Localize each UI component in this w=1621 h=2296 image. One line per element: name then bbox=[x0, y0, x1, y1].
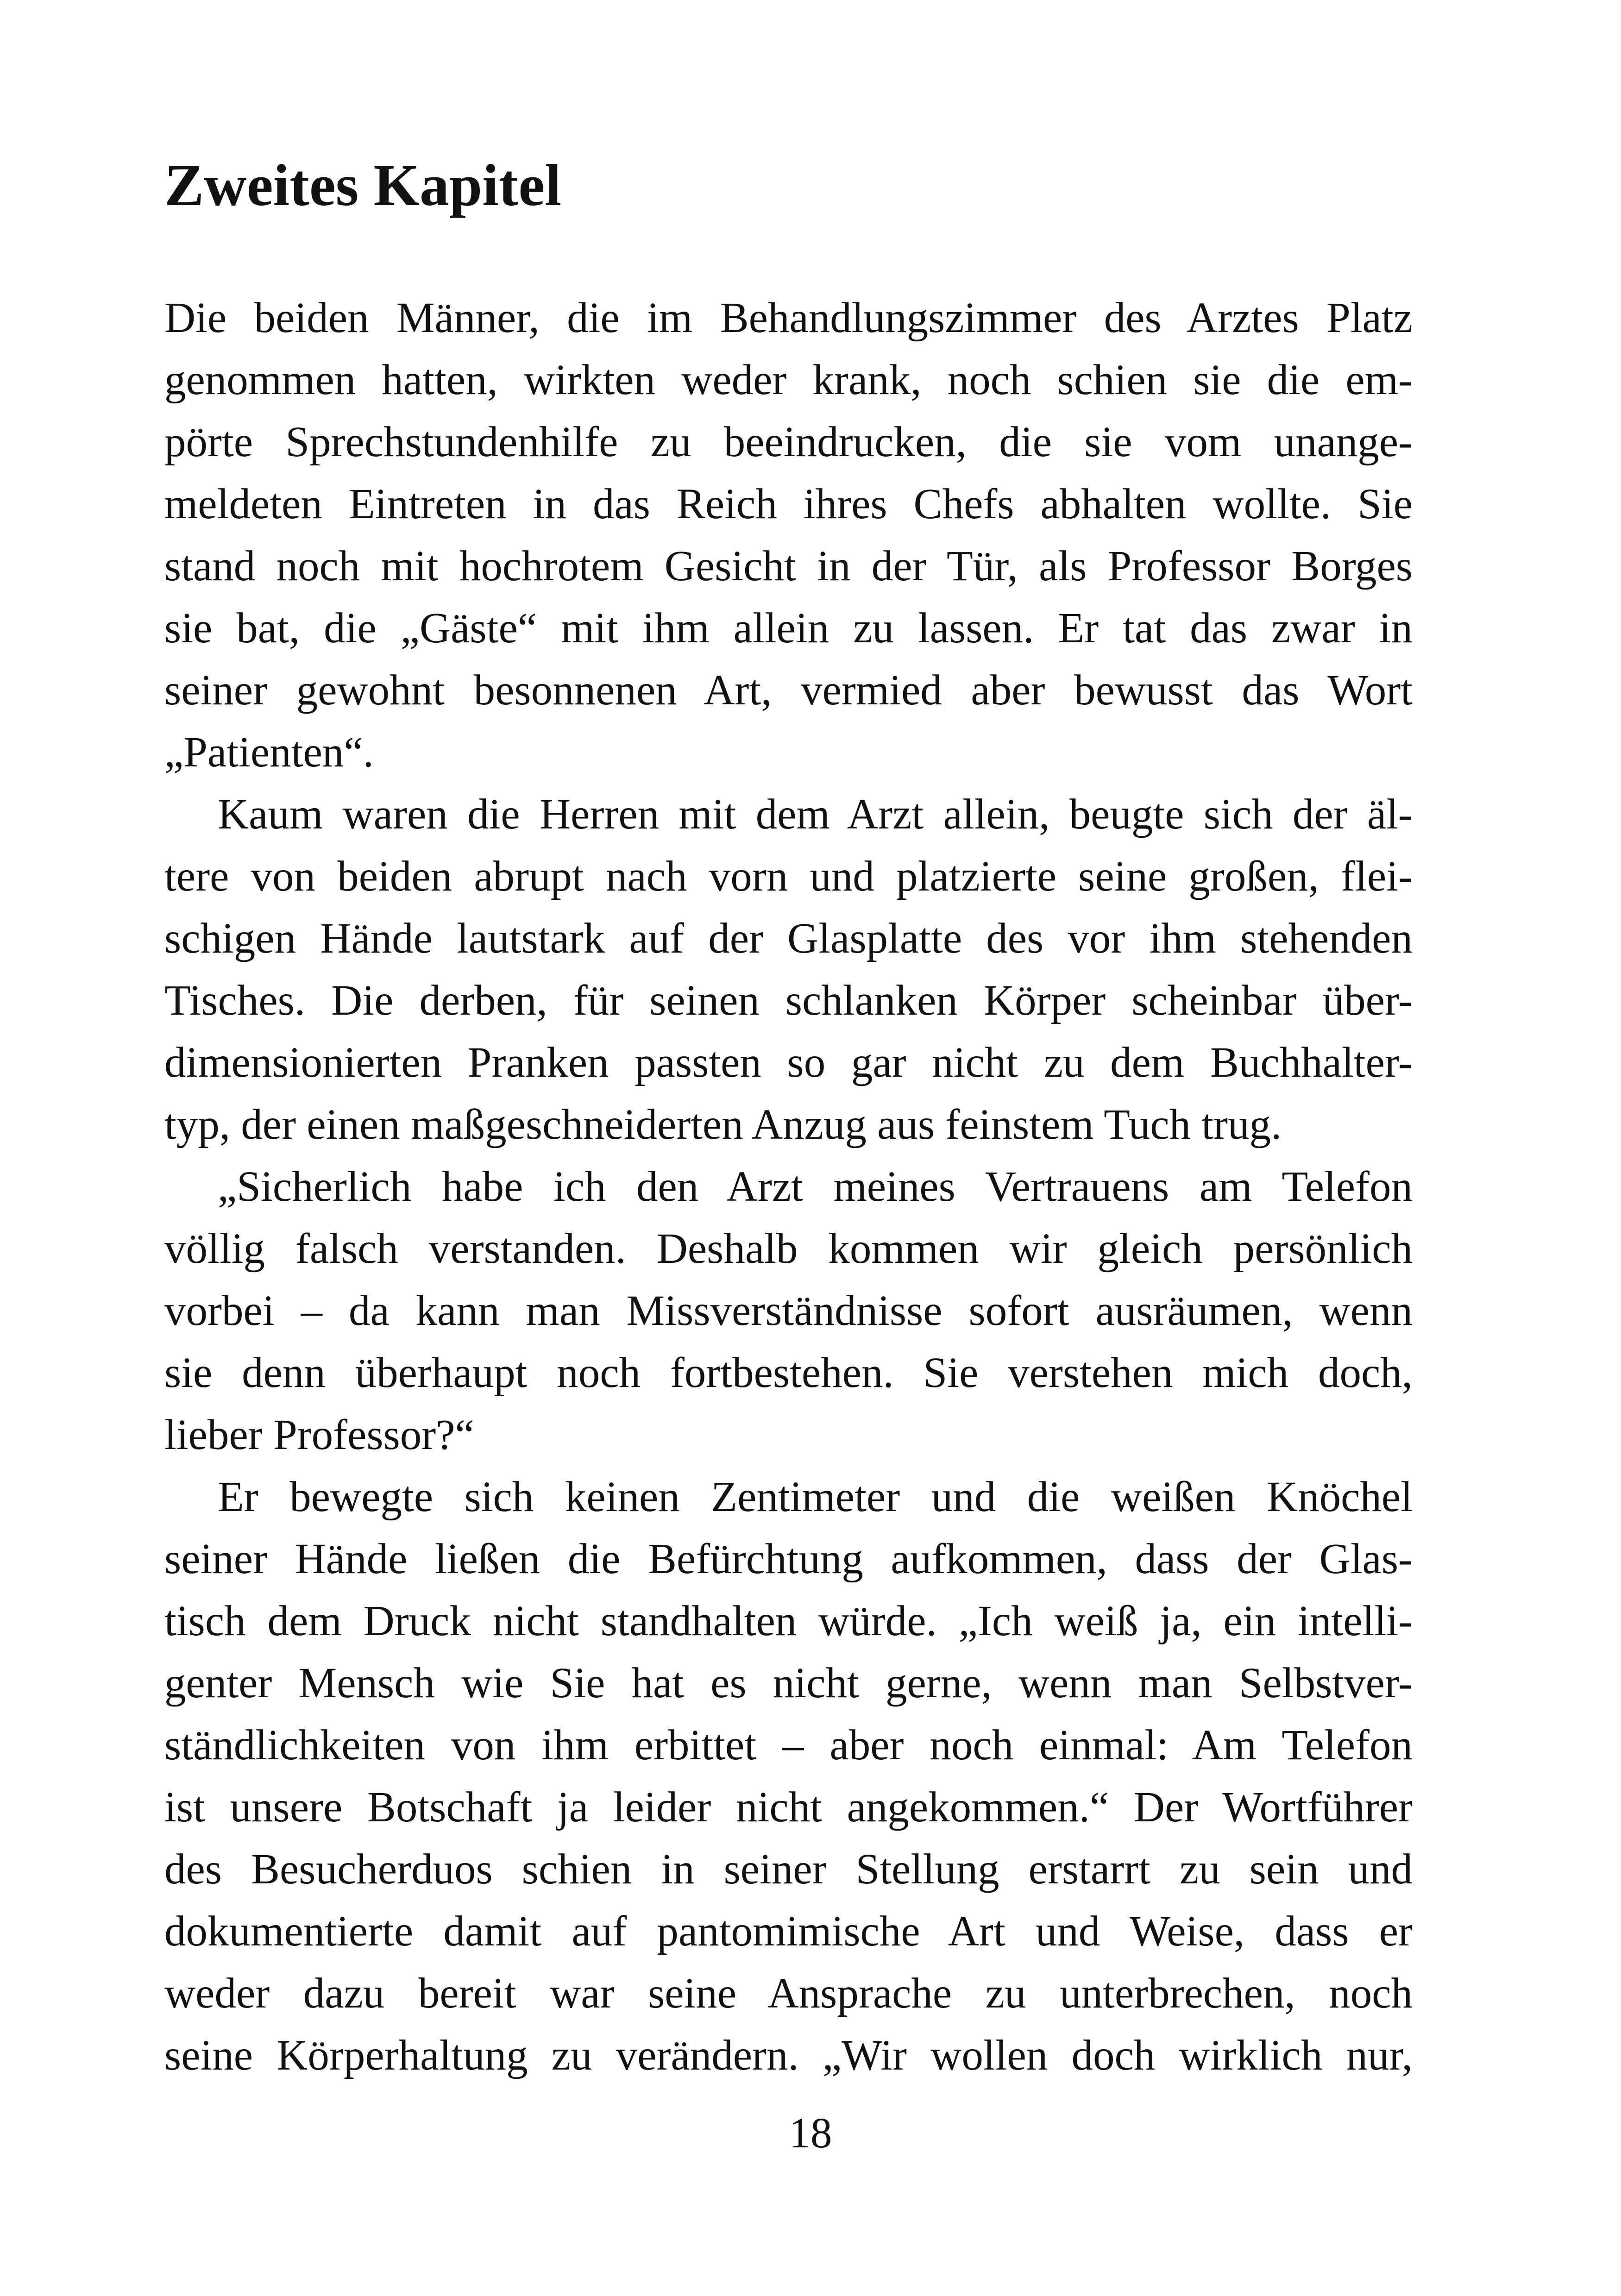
paragraph bbox=[164, 784, 1413, 1156]
text-line: seiner Hände ließen die Befürchtung aufkommen, dass der Glas- bbox=[164, 1535, 1413, 1583]
text-line: genter Mensch wie Sie hat es nicht gerne, wenn man Selbstver- bbox=[164, 1659, 1413, 1707]
page-number: 18 bbox=[789, 2109, 832, 2157]
text-line: weder dazu bereit war seine Ansprache zu unterbrechen, noch bbox=[164, 1970, 1413, 2017]
paragraph bbox=[164, 287, 1413, 784]
body-text bbox=[164, 287, 1413, 2087]
text-line: sie bat, die „Gäste“ mit ihm allein zu lassen. Er tat das zwar in bbox=[164, 604, 1413, 652]
text-line: Tisches. Die derben, für seinen schlanken Körper scheinbar über- bbox=[164, 977, 1413, 1024]
text-line: seine Körperhaltung zu verändern. „Wir wollen doch wirklich nur, bbox=[164, 2032, 1413, 2079]
text-line: Er bewegte sich keinen Zentimeter und die weißen Knöchel bbox=[218, 1473, 1413, 1521]
text-line: ständlichkeiten von ihm erbittet – aber noch einmal: Am Telefon bbox=[164, 1721, 1413, 1769]
text-line: typ, der einen maßgeschneiderten Anzug aus feinstem Tuch trug. bbox=[164, 1101, 1282, 1148]
text-line: sie denn überhaupt noch fortbestehen. Sie verstehen mich doch, bbox=[164, 1349, 1413, 1397]
chapter-title: Zweites Kapitel bbox=[164, 152, 561, 218]
text-line: lieber Professor?“ bbox=[164, 1411, 474, 1459]
text-line: Die beiden Männer, die im Behandlungszimmer des Arztes Platz bbox=[164, 294, 1413, 342]
text-line: stand noch mit hochrotem Gesicht in der Tür, als Professor Borges bbox=[164, 542, 1413, 590]
text-line: „Sicherlich habe ich den Arzt meines Vertrauens am Telefon bbox=[218, 1163, 1413, 1211]
paragraph bbox=[164, 1156, 1413, 1466]
text-line: völlig falsch verstanden. Deshalb kommen wir gleich persönlich bbox=[164, 1225, 1413, 1273]
text-line: tisch dem Druck nicht standhalten würde. „Ich weiß ja, ein intelli- bbox=[164, 1597, 1413, 1645]
text-line: „Patienten“. bbox=[164, 728, 374, 776]
text-line: seiner gewohnt besonnenen Art, vermied aber bewusst das Wort bbox=[164, 666, 1413, 714]
text-line: dokumentierte damit auf pantomimische Art und Weise, dass er bbox=[164, 1907, 1413, 1955]
text-line: pörte Sprechstundenhilfe zu beeindrucken, die sie vom unange- bbox=[164, 418, 1413, 466]
text-line: ist unsere Botschaft ja leider nicht angekommen.“ Der Wortführer bbox=[164, 1783, 1413, 1831]
text-line: tere von beiden abrupt nach vorn und platzierte seine großen, flei- bbox=[164, 853, 1413, 900]
text-line: dimensionierten Pranken passten so gar nicht zu dem Buchhalter- bbox=[164, 1039, 1413, 1086]
text-line: vorbei – da kann man Missverständnisse sofort ausräumen, wenn bbox=[164, 1287, 1413, 1335]
paragraph bbox=[164, 1466, 1413, 2087]
text-line: Kaum waren die Herren mit dem Arzt allein, beugte sich der äl- bbox=[218, 790, 1413, 838]
text-line: genommen hatten, wirkten weder krank, noch schien sie die em- bbox=[164, 356, 1413, 404]
text-line: schigen Hände lautstark auf der Glasplatte des vor ihm stehenden bbox=[164, 915, 1413, 962]
text-line: meldeten Eintreten in das Reich ihres Chefs abhalten wollte. Sie bbox=[164, 480, 1413, 528]
text-line: des Besucherduos schien in seiner Stellung erstarrt zu sein und bbox=[164, 1845, 1413, 1893]
